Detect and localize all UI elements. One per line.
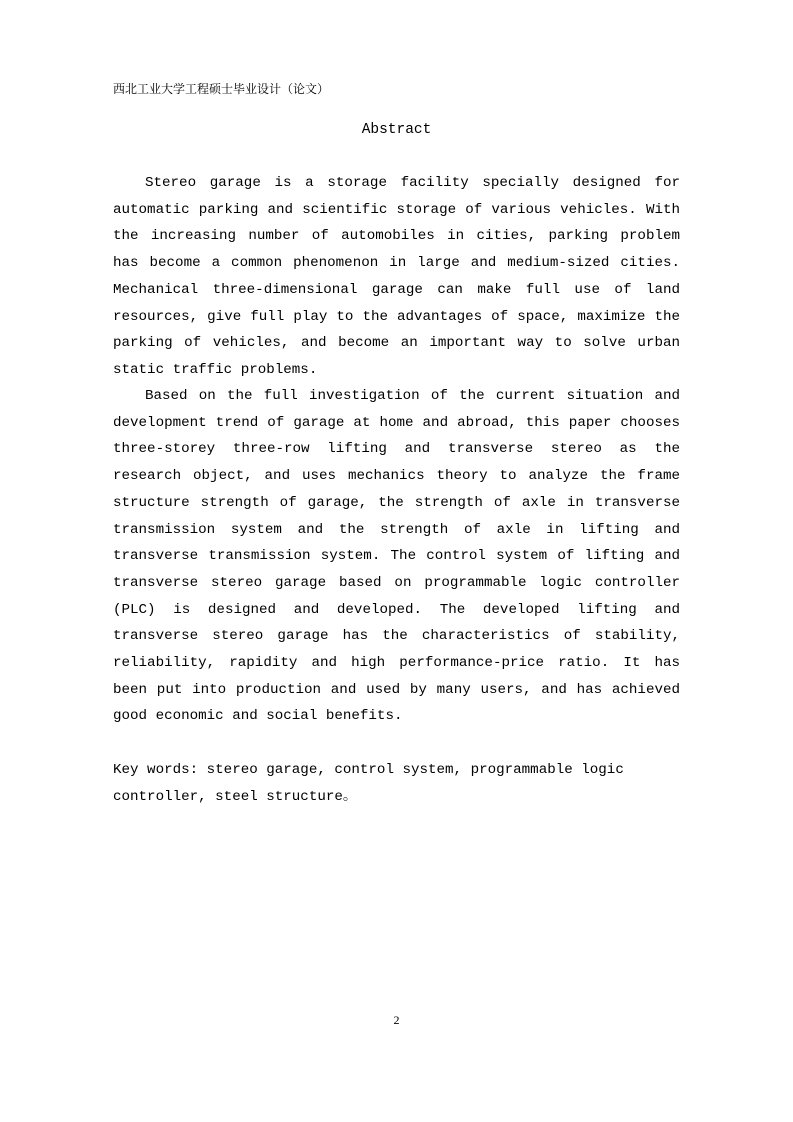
keywords: Key words: stereo garage, control system, programmable logic controller, steel structure。: [113, 762, 624, 805]
abstract-title: Abstract: [361, 122, 432, 138]
abstract-paragraph-1: Stereo garage is a storage facility specially designed for automatic parking and scientific storage of various vehicles. With the increasing number of automobiles in cities, parking problem has become a common phenomenon in large and medium-sized cities. Mechanical three-dimensional garage can make full use of land resources, give full play to the advantages of space, maximize the parking of vehicles, and become an important way to solve urban static traffic problems.: [113, 175, 680, 378]
abstract-paragraph-2: Based on the full investigation of the current situation and development trend of garage at home and abroad, this paper chooses three-storey three-row lifting and transverse stereo as the research object, and uses mechanics theory to analyze the frame structure strength of garage, the strength of axle in transverse transmission system and the strength of axle in lifting and transverse transmission system. The control system of lifting and transverse stereo garage based on programmable logic controller (PLC) is designed and developed. The developed lifting and transverse stereo garage has the characteristics of stability, reliability, rapidity and high performance-price ratio. It has been put into production and used by many users, and has achieved good economic and social benefits.: [113, 388, 680, 725]
running-header: 西北工业大学工程硕士毕业设计（论文）: [113, 82, 330, 96]
page-number: 2: [393, 1013, 400, 1027]
